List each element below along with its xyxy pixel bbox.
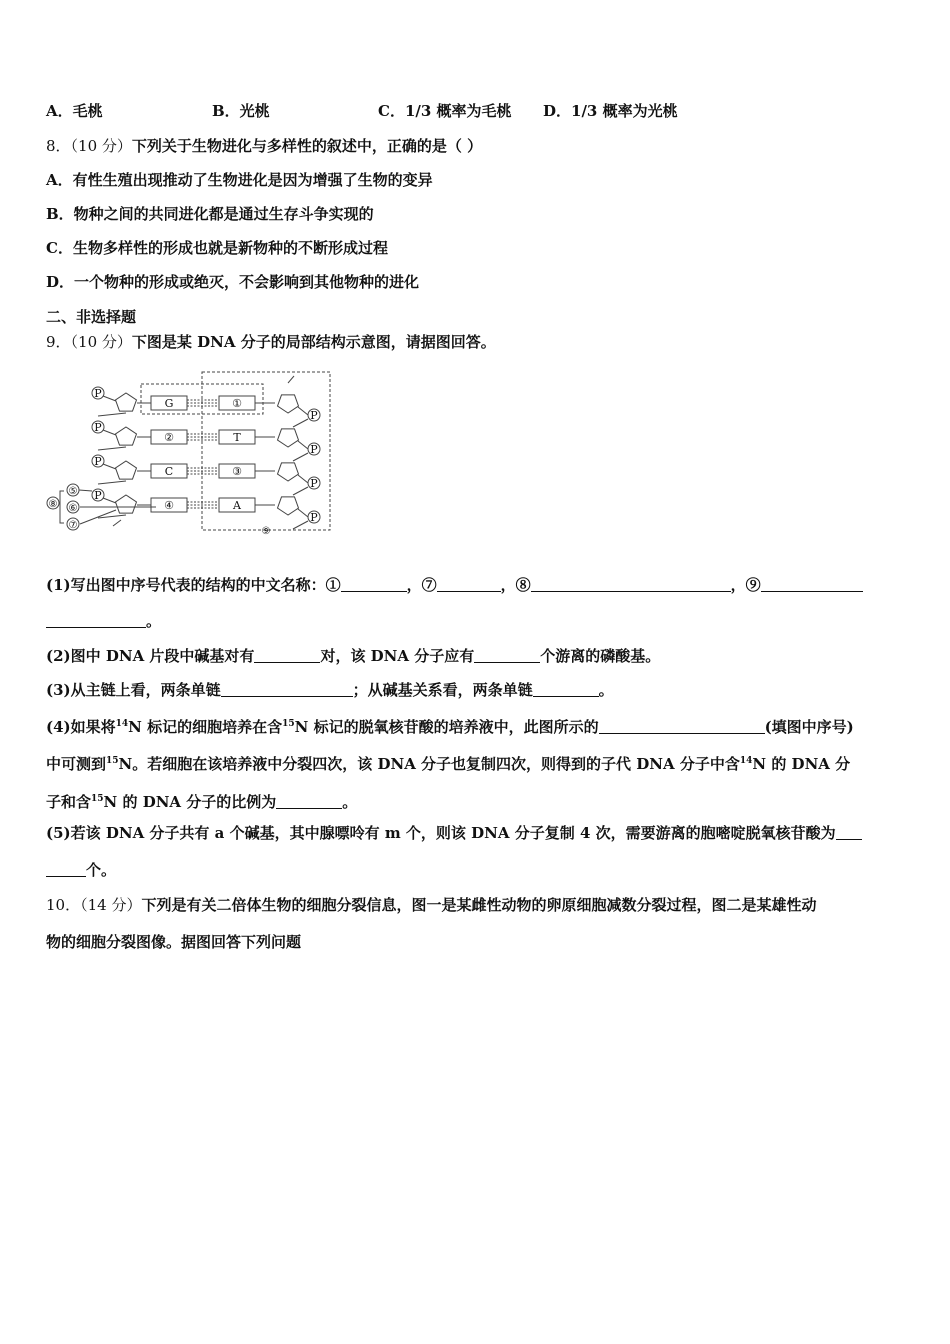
q9-part4-text-h: 子和含	[46, 793, 92, 811]
answer-blank-9[interactable]	[761, 576, 863, 592]
base-left-label: C	[164, 465, 174, 478]
q8-number: 8．（10 分）	[46, 137, 132, 155]
q9-part2-text-c: 个游离的磷酸基。	[540, 647, 661, 665]
label-9: ⑨	[261, 526, 271, 537]
q7-option-d: D．1/3 概率为光桃	[543, 102, 678, 120]
q9-part1	[46, 574, 863, 596]
superscript-15: 15	[282, 719, 295, 729]
answer-blank-base-pairs[interactable]	[254, 647, 320, 663]
q8-option-d: D．一个物种的形成或绝灭，不会影响到其他物种的进化	[46, 273, 420, 291]
base-right-label: A	[233, 499, 241, 512]
bracket-8	[60, 491, 64, 523]
q7-option-a: A．毛桃	[46, 102, 103, 120]
q10-number: 10．（14 分）	[46, 896, 142, 914]
phosphate-bond-right	[298, 509, 308, 517]
answer-blank-cytosine-cont[interactable]	[46, 861, 86, 877]
q8-stem	[46, 135, 482, 157]
q9-part1-text-d: ，⑨	[730, 576, 761, 594]
label-6: ⑥	[68, 503, 78, 514]
q9-part4-line3	[46, 788, 357, 813]
q10-stem-text-1: 下列是有关二倍体生物的细胞分裂信息，图一是某雌性动物的卵原细胞减数分裂过程，图二是某雄性动	[141, 896, 817, 914]
q8-stem-text: 下列关于生物进化与多样性的叙述中，正确的是（ ）	[131, 137, 483, 155]
q9-stem	[46, 331, 496, 353]
q9-part4-text-e: 中可测到	[46, 755, 107, 773]
deoxyribose-left	[116, 461, 137, 479]
phosphate-bond-right	[298, 407, 308, 415]
q9-part1-text-c: ，⑧	[500, 576, 531, 594]
strand-end-right	[288, 376, 294, 383]
phosphate-right-label: P	[310, 409, 318, 422]
dna-structure-diagram	[46, 368, 336, 538]
backbone-right	[293, 453, 308, 461]
deoxyribose-right	[278, 395, 299, 413]
phosphate-bond-right	[298, 441, 308, 449]
backbone-right	[293, 521, 308, 529]
base-left-label: ④	[164, 499, 174, 512]
phosphate-right-label: P	[310, 511, 318, 524]
q9-part4-text-b: N 标记的细胞培养在含	[128, 718, 283, 736]
superscript-15: 15	[91, 794, 104, 804]
label-8: ⑧	[48, 499, 58, 510]
phosphate-bond-left	[103, 430, 116, 435]
q9-number: 9．（10 分）	[46, 333, 132, 351]
label-5-pointer	[79, 490, 92, 491]
backbone-left	[98, 413, 126, 416]
answer-blank-8[interactable]	[531, 576, 731, 592]
q9-part4-text-a: (4)如果将	[46, 718, 116, 736]
base-pair-rows	[92, 376, 320, 529]
q9-part3-text-b: ；从碱基关系看，两条单链	[352, 681, 533, 699]
label-5: ⑤	[68, 486, 78, 497]
q7-option-b: B．光桃	[212, 102, 270, 120]
answer-blank-9-cont[interactable]	[46, 612, 146, 628]
phosphate-bond-left	[103, 498, 116, 503]
q9-part4-text-i: N 的 DNA 分子的比例为	[103, 793, 277, 811]
q9-part4-text-j: 。	[342, 793, 358, 811]
phosphate-left-label: P	[94, 387, 102, 400]
deoxyribose-right	[278, 463, 299, 481]
superscript-14: 14	[739, 756, 753, 766]
q7-option-c: C．1/3 概率为毛桃	[378, 102, 512, 120]
q9-part4-text-g: N 的 DNA 分	[752, 755, 851, 773]
q9-part5-line1	[46, 822, 862, 844]
q9-part1-text-e: 。	[146, 612, 162, 630]
q9-part2	[46, 645, 660, 667]
deoxyribose-left	[116, 427, 137, 445]
superscript-15: 15	[106, 756, 119, 766]
q9-part4-line1	[46, 713, 854, 738]
q9-part3-text-c: 。	[598, 681, 614, 699]
answer-blank-n15-location[interactable]	[599, 718, 765, 734]
answer-blank-phosphate[interactable]	[474, 647, 540, 663]
backbone-right	[293, 419, 308, 427]
backbone-left	[98, 481, 126, 484]
base-right-label: ①	[232, 397, 242, 410]
backbone-right	[293, 487, 308, 495]
label-7: ⑦	[68, 520, 78, 531]
phosphate-left-label: P	[94, 421, 102, 434]
answer-blank-base-relation[interactable]	[533, 681, 599, 697]
backbone-left	[98, 447, 126, 450]
answer-blank-7[interactable]	[437, 576, 501, 592]
phosphate-right-label: P	[310, 477, 318, 490]
deoxyribose-left	[116, 495, 137, 513]
q9-part1-text-b: ，⑦	[406, 576, 437, 594]
q8-option-a: A．有性生殖出现推动了生物进化是因为增强了生物的变异	[46, 171, 433, 189]
deoxyribose-right	[278, 497, 299, 515]
q9-part2-text-a: (2)图中 DNA 片段中碱基对有	[46, 647, 255, 665]
superscript-14: 14	[115, 719, 129, 729]
q9-part1-cont	[46, 610, 161, 632]
strand-end-left	[113, 520, 121, 526]
section-title: 二、非选择题	[46, 308, 137, 326]
answer-blank-1[interactable]	[341, 576, 407, 592]
q9-part1-text-a: (1)写出图中序号代表的结构的中文名称：①	[46, 576, 341, 594]
deoxyribose-left	[116, 393, 137, 411]
q9-part5-text-b: 个。	[86, 861, 117, 879]
q9-part3-text-a: (3)从主链上看，两条单链	[46, 681, 221, 699]
phosphate-left-label: P	[94, 455, 102, 468]
phosphate-bond-left	[103, 464, 116, 469]
q10-stem-line2: 物的细胞分裂图像。据图回答下列问题	[46, 933, 302, 951]
answer-blank-ratio[interactable]	[276, 793, 342, 809]
q9-part5-text-a: (5)若该 DNA 分子共有 a 个碱基，其中腺嘌呤有 m 个，则该 DNA 分子复制 4 次，需要游离的胞嘧啶脱氧核苷酸为	[46, 824, 836, 842]
phosphate-bond-right	[298, 475, 308, 483]
base-right-label: ③	[232, 465, 242, 478]
q8-option-c: C．生物多样性的形成也就是新物种的不断形成过程	[46, 239, 388, 257]
q8-option-b: B．物种之间的共同进化都是通过生存斗争实现的	[46, 205, 374, 223]
phosphate-left-label: P	[94, 489, 102, 502]
base-right-label: T	[233, 431, 241, 444]
phosphate-right-label: P	[310, 443, 318, 456]
q9-part4-text-c: N 标记的脱氧核苷酸的培养液中，此图所示的	[294, 718, 599, 736]
q10-stem-line1	[46, 894, 816, 916]
deoxyribose-right	[278, 429, 299, 447]
answer-blank-cytosine[interactable]	[836, 824, 862, 840]
answer-blank-backbone[interactable]	[221, 681, 353, 697]
q9-part4-text-d: (填图中序号)	[764, 718, 854, 736]
q9-part3	[46, 679, 614, 701]
q9-part4-line2	[46, 750, 850, 775]
q9-part5-line2	[46, 859, 116, 881]
q9-part4-text-f: N。若细胞在该培养液中分裂四次，该 DNA 分子也复制四次，则得到的子代 DNA 分子中含	[118, 755, 740, 773]
base-left-label: ②	[164, 431, 174, 444]
q9-stem-text: 下图是某 DNA 分子的局部结构示意图，请据图回答。	[131, 333, 496, 351]
base-left-label: G	[164, 397, 174, 410]
q9-part2-text-b: 对，该 DNA 分子应有	[320, 647, 475, 665]
phosphate-bond-left	[103, 396, 116, 401]
